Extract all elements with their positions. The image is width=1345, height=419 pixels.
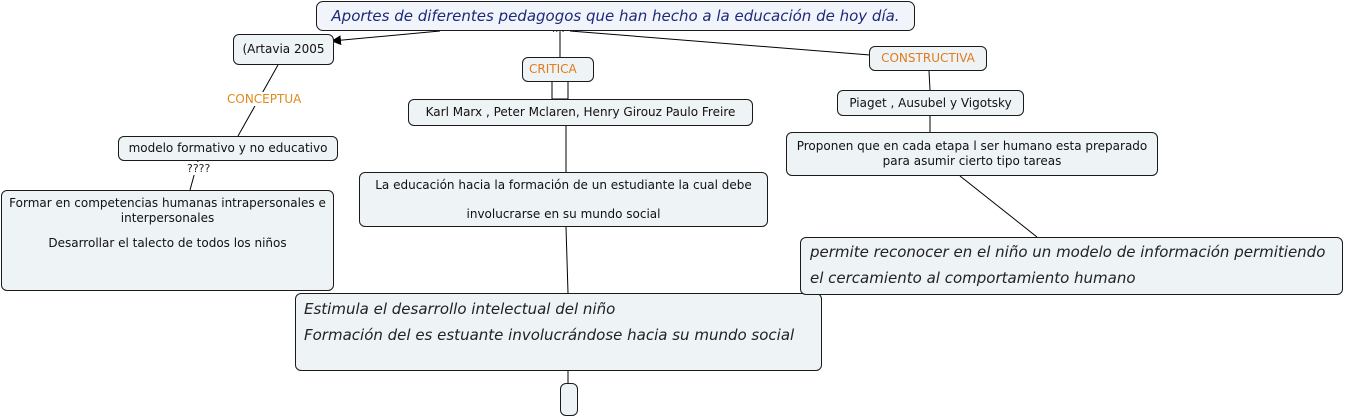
competencias-node[interactable]	[1, 190, 334, 291]
educacion-line1: La educación hacia la formación de un estudiante la cual debe	[375, 178, 752, 192]
line-educacion-estimula	[566, 227, 568, 293]
educacion-node[interactable]	[359, 172, 768, 227]
permite-line2: el cercamiento al comportamiento humano	[810, 269, 1136, 287]
link-label-conceptua: CONCEPTUA	[227, 92, 302, 106]
line-proponen-permite	[960, 176, 1037, 237]
educacion-line2: involucrarse en su mundo social	[466, 207, 661, 221]
permite-line1: permite reconocer en el niño un modelo de información permitiendo	[810, 243, 1326, 261]
constructiva-label: CONSTRUCTIVA	[881, 51, 975, 65]
link-label-question: ????	[187, 162, 211, 175]
modelo-node[interactable]	[118, 136, 338, 161]
autores-constructiva-node[interactable]	[837, 90, 1024, 116]
autores-critica-node[interactable]	[408, 99, 753, 126]
estimula-line1: Estimula el desarrollo intelectual del niño	[304, 300, 616, 318]
estimula-node[interactable]	[295, 293, 822, 371]
line-critica-autores	[552, 81, 568, 99]
modelo-text: modelo formativo y no educativo	[128, 141, 328, 155]
critica-label: CRITICA	[529, 62, 577, 76]
estimula-line2: Formación del es estuante involucrándose hacia su mundo social	[304, 326, 795, 344]
competencias-line2: Desarrollar el talecto de todos los niños	[48, 236, 287, 250]
artavia-label: (Artavia 2005	[242, 42, 325, 56]
critica-node[interactable]	[522, 57, 594, 82]
empty-node[interactable]	[560, 383, 578, 416]
root-title-node[interactable]	[316, 1, 915, 31]
proponen-line1: Proponen que en cada etapa l ser humano esta preparado	[796, 139, 1148, 153]
line-root-constructiva	[570, 31, 870, 55]
constructiva-node[interactable]	[869, 46, 987, 71]
permite-node[interactable]	[800, 237, 1343, 295]
competencias-line1: Formar en competencias humanas intrapersonales e interpersonales	[9, 196, 326, 225]
autores-constructiva-text: Piaget , Ausubel y Vigotsky	[849, 96, 1012, 110]
root-title: Aportes de diferentes pedagogos que han hecho a la educación de hoy día.	[331, 7, 900, 25]
line-constructiva-autores	[929, 71, 930, 90]
proponen-line2: para asumir cierto tipo tareas	[882, 154, 1062, 168]
artavia-node[interactable]	[233, 34, 334, 65]
root-ellipsis: ....	[552, 24, 565, 35]
proponen-node[interactable]	[786, 132, 1158, 176]
autores-critica-text: Karl Marx , Peter Mclaren, Henry Girouz Paulo Freire	[425, 105, 736, 119]
line-root-artavia	[332, 31, 440, 41]
